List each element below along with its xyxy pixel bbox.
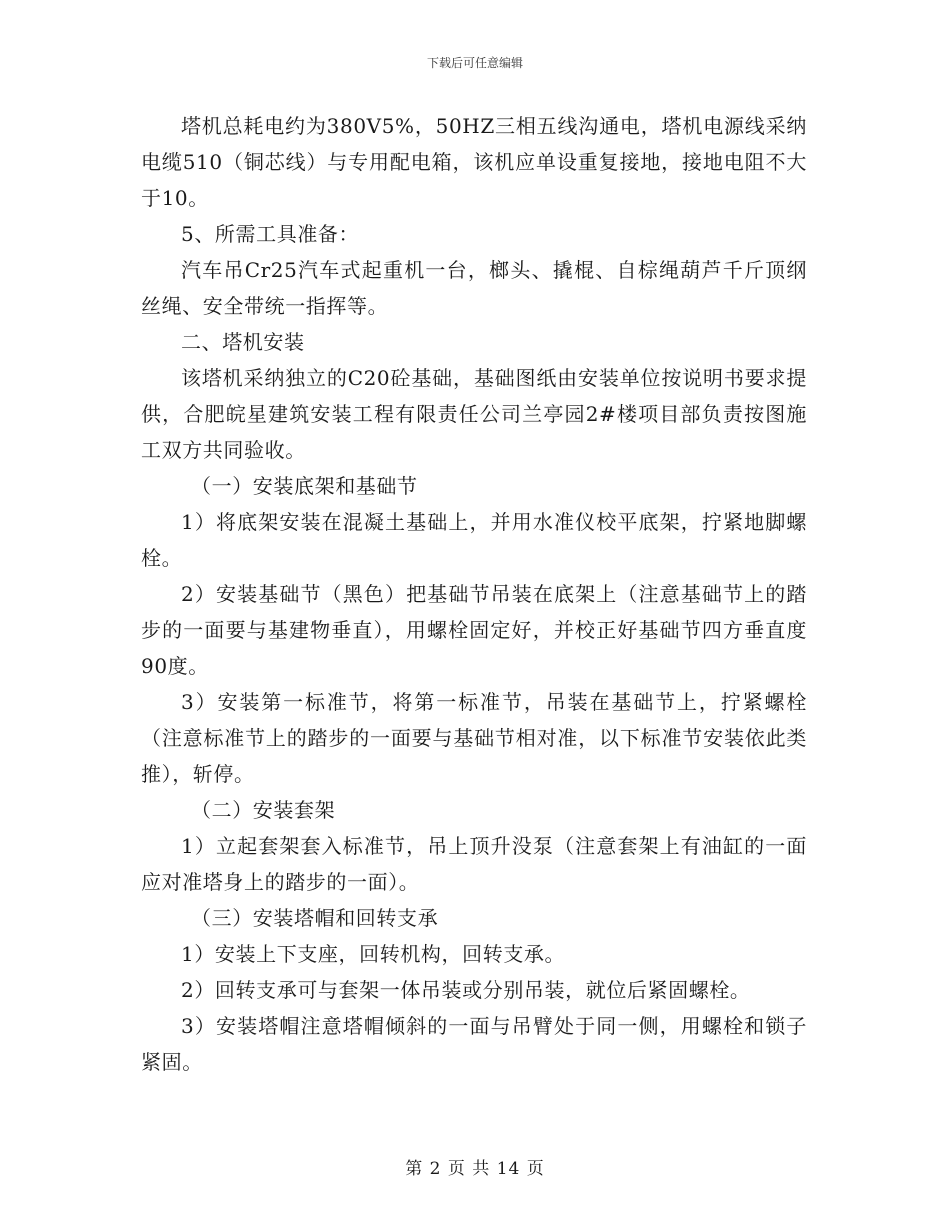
paragraph-tools-list: 汽车吊Cr25汽车式起重机一台，榔头、撬棍、自棕绳葫芦千斤顶纲丝绳、安全带统一指挥等。 [141,258,807,318]
document-body [141,108,807,1080]
subheading-base-install: （一）安装底架和基础节 [191,474,418,498]
paragraph-cap-step-3: 3）安装塔帽注意塔帽倾斜的一面与吊臂处于同一侧，用螺栓和锁子紧固。 [141,1014,807,1074]
paragraph-step-1: 1）将底架安装在混凝土基础上，并用水准仪校平底架，拧紧地脚螺栓。 [141,510,807,570]
paragraph-step-2: 2）安装基础节（黑色）把基础节吊装在底架上（注意基础节上的踏步的一面要与基建物垂直），用螺栓固定好，并校正好基础节四方垂直度90度。 [141,582,807,678]
paragraph-step-3: 3）安装第一标准节，将第一标准节，吊装在基础节上，拧紧螺栓（注意标准节上的踏步的一面要与基础节相对准，以下标准节安装依此类推），斩停。 [141,690,807,786]
paragraph-cap-step-2: 2）回转支承可与套架一体吊装或分别吊装，就位后紧固螺栓。 [181,978,751,1002]
paragraph-foundation: 该塔机采纳独立的C20砼基础，基础图纸由安装单位按说明书要求提供，合肥皖星建筑安装工程有限责任公司兰亭园2#楼项目部负责按图施工双方共同验收。 [141,366,807,462]
page-footer-number: 第 2 页 共 14 页 [405,1159,545,1179]
page-header-note: 下载后可任意编辑 [426,56,523,70]
heading-tower-install: 二、塔机安装 [181,330,305,354]
heading-tools: 5、所需工具准备： [181,222,360,246]
paragraph-cap-step-1: 1）安装上下支座，回转机构，回转支承。 [181,942,566,966]
subheading-frame-install: （二）安装套架 [191,798,336,822]
paragraph-frame-step-1: 1）立起套架套入标准节，吊上顶升没泵（注意套架上有油缸的一面应对准塔身上的踏步的一面）。 [141,834,807,894]
subheading-cap-install: （三）安装塔帽和回转支承 [191,906,439,930]
paragraph-power-supply: 塔机总耗电约为380V5%，50HZ三相五线沟通电，塔机电源线采纳电缆510（铜芯线）与专用配电箱，该机应单设重复接地，接地电阻不大于10。 [141,114,807,210]
